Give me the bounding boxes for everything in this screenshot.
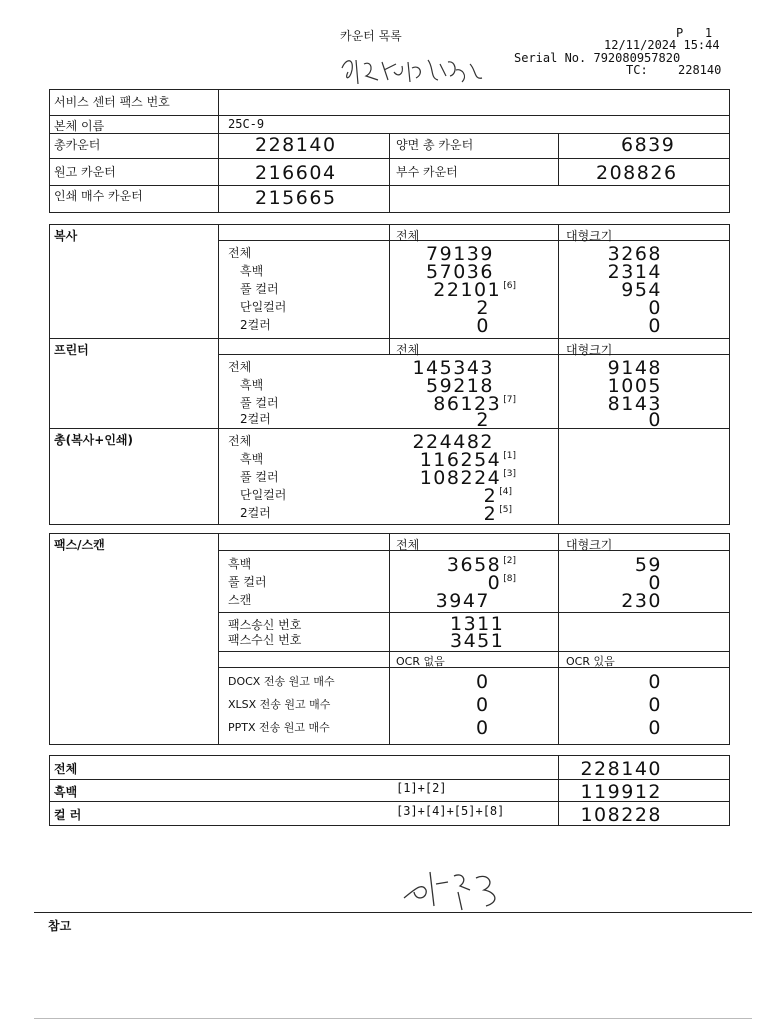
original-counter-value: 216604 xyxy=(255,162,337,184)
copy-row-label: 풀 컬러 xyxy=(240,282,279,296)
duplex-counter-value: 6839 xyxy=(621,134,676,156)
footnote-ref: [8] xyxy=(503,574,516,584)
printer-row-total: 86123 [7] xyxy=(433,393,516,415)
total-counter-label: 총카운터 xyxy=(54,138,101,152)
summary-color-label: 컬 러 xyxy=(54,808,82,822)
tc-value: 228140 xyxy=(678,63,722,77)
fax-recv-value: 3451 xyxy=(450,630,505,652)
printer-col-large: 대형크기 xyxy=(566,343,613,357)
sum-row-total: 116254 [1] xyxy=(419,449,516,471)
footnote-ref: [2] xyxy=(503,556,516,566)
printer-row-total: 145343 xyxy=(412,357,494,379)
fax-col-large: 대형크기 xyxy=(566,538,613,552)
notes-label: 참고 xyxy=(48,919,72,933)
printer-row-label: 풀 컬러 xyxy=(240,396,279,410)
footnote-ref: [6] xyxy=(503,281,516,291)
serial-label: Serial No. xyxy=(514,51,587,65)
printer-row-label: 흑백 xyxy=(240,378,264,392)
serial-number xyxy=(514,51,680,65)
summary-mono-formula: [1]+[2] xyxy=(396,781,447,795)
printer-row-large: 1005 xyxy=(607,375,662,397)
sum-section-label: 총(복사+인쇄) xyxy=(54,433,133,447)
ocr-yes-header: OCR 있음 xyxy=(566,655,615,668)
sum-row-label: 전체 xyxy=(228,434,252,448)
copy-row-total: 2 xyxy=(476,297,490,319)
footnote-ref: [4] xyxy=(499,487,512,497)
summary-mono-value: 119912 xyxy=(580,781,662,803)
total-counter-value: 228140 xyxy=(255,134,337,156)
serial-value: 792080957820 xyxy=(593,51,681,65)
printer-section-label: 프린터 xyxy=(54,343,89,357)
copy-row-large: 0 xyxy=(648,297,662,319)
sum-row-label: 단일컬러 xyxy=(240,488,287,502)
footnote-ref: [7] xyxy=(503,395,516,405)
printer-row-label: 전체 xyxy=(228,360,252,374)
printer-row-large: 8143 xyxy=(607,393,662,415)
fax-col-total: 전체 xyxy=(396,538,420,552)
sum-row-label: 풀 컬러 xyxy=(240,470,279,484)
copy-col-large: 대형크기 xyxy=(566,229,613,243)
summary-mono-label: 흑백 xyxy=(54,785,78,799)
printer-row-total: 59218 xyxy=(426,375,494,397)
original-counter-label: 원고 카운터 xyxy=(54,165,116,179)
pptx-ocr-yes: 0 xyxy=(648,717,662,739)
printer-row-total: 2 xyxy=(476,409,490,431)
fax-scan-section-label: 팩스/스캔 xyxy=(54,538,105,552)
copy-row-large: 954 xyxy=(621,279,662,301)
xlsx-sent-label: XLSX 전송 원고 매수 xyxy=(228,698,331,711)
fax-row-large: 0 xyxy=(648,572,662,594)
fax-row-large: 59 xyxy=(634,554,662,576)
footnote-ref: [5] xyxy=(499,505,512,515)
printer-row-large: 9148 xyxy=(607,357,662,379)
xlsx-ocr-none: 0 xyxy=(476,694,490,716)
fax-row-total: 3947 xyxy=(435,590,490,612)
printer-col-total: 전체 xyxy=(396,343,420,357)
copy-row-label: 전체 xyxy=(228,246,252,260)
fax-number-label: 서비스 센터 팩스 번호 xyxy=(54,95,170,109)
summary-color-formula: [3]+[4]+[5]+[8] xyxy=(396,804,505,818)
copy-row-large: 0 xyxy=(648,315,662,337)
fax-send-label: 팩스송신 번호 xyxy=(228,618,302,632)
print-sheets-value: 215665 xyxy=(255,187,337,209)
fax-row-total: 3658 [2] xyxy=(446,554,516,576)
copy-row-label: 흑백 xyxy=(240,264,264,278)
report-datetime: 12/11/2024 15:44 xyxy=(604,38,720,52)
handwritten-signature-top xyxy=(338,50,498,92)
printer-row-label: 2컬러 xyxy=(240,412,271,426)
ocr-none-header: OCR 없음 xyxy=(396,655,445,668)
fax-row-large: 230 xyxy=(621,590,662,612)
duplex-counter-label: 양면 총 카운터 xyxy=(396,138,474,152)
fax-row-label: 풀 컬러 xyxy=(228,575,267,589)
summary-total-value: 228140 xyxy=(580,758,662,780)
copy-col-total: 전체 xyxy=(396,229,420,243)
copy-row-large: 3268 xyxy=(607,243,662,265)
copy-row-large: 2314 xyxy=(607,261,662,283)
copy-row-total: 22101 [6] xyxy=(433,279,516,301)
page-number: P 1 xyxy=(676,26,713,40)
copy-row-total: 57036 xyxy=(426,261,494,283)
sum-row-label: 흑백 xyxy=(240,452,264,466)
fax-send-value: 1311 xyxy=(450,613,505,635)
footnote-ref: [3] xyxy=(503,469,516,479)
copy-section-label: 복사 xyxy=(54,229,78,243)
summary-color-value: 108228 xyxy=(580,804,662,826)
print-sheets-label: 인쇄 매수 카운터 xyxy=(54,189,143,203)
model-name-value: 25C-9 xyxy=(228,117,265,131)
handwritten-signature-bottom xyxy=(400,862,520,914)
printer-row-large: 0 xyxy=(648,409,662,431)
copy-row-total: 0 xyxy=(476,315,490,337)
model-name-label: 본체 이름 xyxy=(54,119,105,133)
summary-total-label: 전체 xyxy=(54,762,78,776)
pptx-ocr-none: 0 xyxy=(476,717,490,739)
tc-label: TC: xyxy=(626,63,648,77)
docx-ocr-none: 0 xyxy=(476,671,490,693)
pptx-sent-label: PPTX 전송 원고 매수 xyxy=(228,721,330,734)
fax-row-total: 0 [8] xyxy=(487,572,516,594)
copy-row-total: 79139 xyxy=(426,243,494,265)
copies-counter-value: 208826 xyxy=(596,162,678,184)
sum-row-total: 2 [4] xyxy=(483,485,512,507)
xlsx-ocr-yes: 0 xyxy=(648,694,662,716)
footnote-ref: [1] xyxy=(503,451,516,461)
fax-row-label: 흑백 xyxy=(228,557,252,571)
sum-row-label: 2컬러 xyxy=(240,506,271,520)
copy-row-label: 2컬러 xyxy=(240,318,271,332)
sum-row-total: 224482 xyxy=(412,431,494,453)
docx-sent-label: DOCX 전송 원고 매수 xyxy=(228,675,335,688)
copy-row-label: 단일컬러 xyxy=(240,300,287,314)
sum-row-total: 2 [5] xyxy=(483,503,512,525)
report-title: 카운터 목록 xyxy=(340,29,402,43)
docx-ocr-yes: 0 xyxy=(648,671,662,693)
fax-recv-label: 팩스수신 번호 xyxy=(228,633,302,647)
sum-row-total: 108224 [3] xyxy=(419,467,516,489)
copies-counter-label: 부수 카운터 xyxy=(396,165,458,179)
fax-row-label: 스캔 xyxy=(228,593,252,607)
